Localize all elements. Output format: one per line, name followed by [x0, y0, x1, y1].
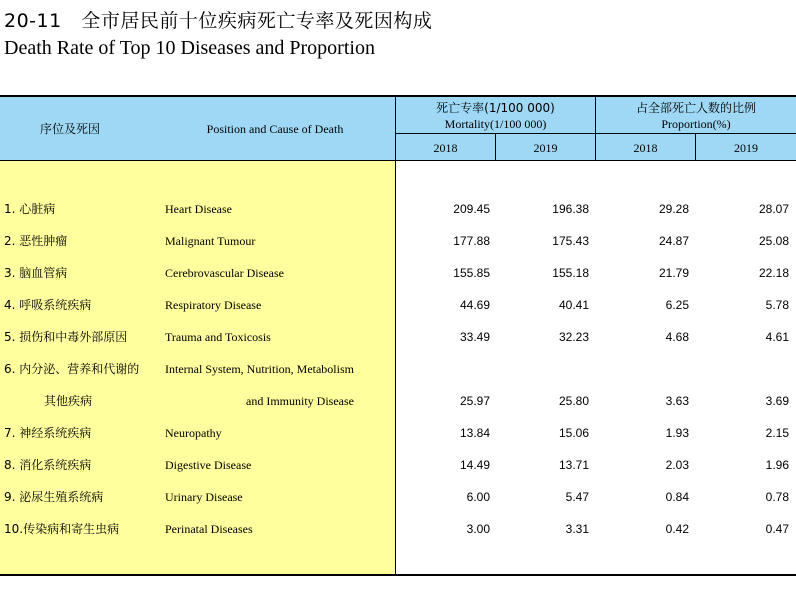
row-proportion-2018: 2.03 — [665, 458, 689, 472]
row-proportion-2019: 28.07 — [758, 202, 789, 216]
row-proportion-2019: 22.18 — [758, 266, 789, 280]
row-cause-en: Trauma and Toxicosis — [165, 330, 271, 344]
row-cause-en: Digestive Disease — [165, 458, 252, 472]
row-proportion-2018: 1.93 — [665, 426, 689, 440]
row-proportion-2019: 0.47 — [765, 522, 789, 536]
row-mortality-2018: 33.49 — [459, 330, 490, 344]
row-cause-en: Neuropathy — [165, 426, 222, 440]
header-bottom-rule — [0, 160, 796, 161]
row-mortality-2018: 155.85 — [453, 266, 490, 280]
table-title-chinese — [4, 6, 432, 33]
row-cause-en: Perinatal Diseases — [165, 522, 253, 536]
row-mortality-2018: 6.00 — [466, 490, 490, 504]
row-cause-cn: 9. 泌尿生殖系统病 — [4, 490, 104, 504]
row-mortality-2018: 14.49 — [459, 458, 490, 472]
row-proportion-2019: 5.78 — [765, 298, 789, 312]
row-cause-en: Malignant Tumour — [165, 234, 256, 248]
row-cause-cn: 5. 损伤和中毒外部原因 — [4, 330, 128, 344]
row-proportion-2018: 29.28 — [658, 202, 689, 216]
row-mortality-2018: 44.69 — [459, 298, 490, 312]
row-cause-cn: 3. 脑血管病 — [4, 266, 68, 280]
row-mortality-2018: 209.45 — [453, 202, 490, 216]
row-mortality-2019: 175.43 — [552, 234, 589, 248]
header-cause-en: Position and Cause of Death — [206, 122, 344, 136]
row-mortality-2019: 25.80 — [558, 394, 589, 408]
row-proportion-2019: 3.69 — [765, 394, 789, 408]
header-proportion-cn: 占全部死亡人数的比例 — [635, 101, 756, 115]
row-cause-cn-continued: 其他疾病 — [44, 394, 93, 408]
row-proportion-2018: 21.79 — [658, 266, 689, 280]
table-top-rule — [0, 95, 796, 97]
table-title-cn-text: 全市居民前十位疾病死亡专率及死因构成 — [81, 10, 433, 32]
row-proportion-2018: 3.63 — [665, 394, 689, 408]
row-proportion-2018: 0.84 — [665, 490, 689, 504]
row-cause-en: Heart Disease — [165, 202, 232, 216]
header-proportion-en: Proportion(%) — [661, 117, 731, 131]
row-mortality-2018: 25.97 — [459, 394, 490, 408]
row-proportion-2019: 2.15 — [765, 426, 789, 440]
row-proportion-2019: 25.08 — [758, 234, 789, 248]
row-mortality-2019: 32.23 — [558, 330, 589, 344]
row-proportion-2018: 4.68 — [665, 330, 689, 344]
header-year-proportion-2019: 2019 — [734, 141, 758, 155]
row-proportion-2019: 1.96 — [765, 458, 789, 472]
header-mortality-cn: 死亡专率(1/100 000) — [436, 101, 555, 115]
row-cause-cn: 1. 心脏病 — [4, 202, 56, 216]
row-mortality-2018: 13.84 — [459, 426, 490, 440]
row-mortality-2019: 3.31 — [565, 522, 589, 536]
row-mortality-2018: 3.00 — [466, 522, 490, 536]
row-cause-en: Internal System, Nutrition, Metabolism — [165, 362, 354, 376]
row-proportion-2018: 24.87 — [658, 234, 689, 248]
row-cause-en: Cerebrovascular Disease — [165, 266, 284, 280]
row-cause-en: Urinary Disease — [165, 490, 243, 504]
row-proportion-2019: 4.61 — [765, 330, 789, 344]
table-number: 20-11 — [4, 10, 62, 32]
row-mortality-2019: 15.06 — [558, 426, 589, 440]
row-cause-en: Respiratory Disease — [165, 298, 262, 312]
row-proportion-2019: 0.78 — [765, 490, 789, 504]
header-year-proportion-2018: 2018 — [633, 141, 658, 155]
table-bottom-rule — [0, 574, 796, 576]
row-mortality-2019: 155.18 — [552, 266, 589, 280]
row-proportion-2018: 6.25 — [665, 298, 689, 312]
header-mortality-en: Mortality(1/100 000) — [444, 117, 547, 131]
header-year-mortality-2019: 2019 — [533, 141, 558, 155]
row-cause-cn: 10.传染病和寄生虫病 — [4, 522, 120, 536]
row-cause-cn: 4. 呼吸系统疾病 — [4, 298, 92, 312]
row-cause-en-continued: and Immunity Disease — [246, 394, 354, 408]
row-cause-cn: 2. 恶性肿瘤 — [4, 234, 68, 248]
row-mortality-2018: 177.88 — [453, 234, 490, 248]
row-cause-cn: 8. 消化系统疾病 — [4, 458, 92, 472]
row-mortality-2019: 40.41 — [558, 298, 589, 312]
row-mortality-2019: 13.71 — [558, 458, 589, 472]
row-cause-cn: 7. 神经系统疾病 — [4, 426, 92, 440]
row-mortality-2019: 196.38 — [552, 202, 589, 216]
row-mortality-2019: 5.47 — [565, 490, 589, 504]
row-proportion-2018: 0.42 — [665, 522, 689, 536]
header-year-mortality-2018: 2018 — [433, 141, 458, 155]
table-title-english: Death Rate of Top 10 Diseases and Proportion — [4, 37, 375, 59]
column-divider-cause — [395, 97, 396, 574]
row-cause-cn: 6. 内分泌、营养和代谢的 — [4, 362, 140, 376]
header-cause-cn: 序位及死因 — [40, 122, 101, 136]
